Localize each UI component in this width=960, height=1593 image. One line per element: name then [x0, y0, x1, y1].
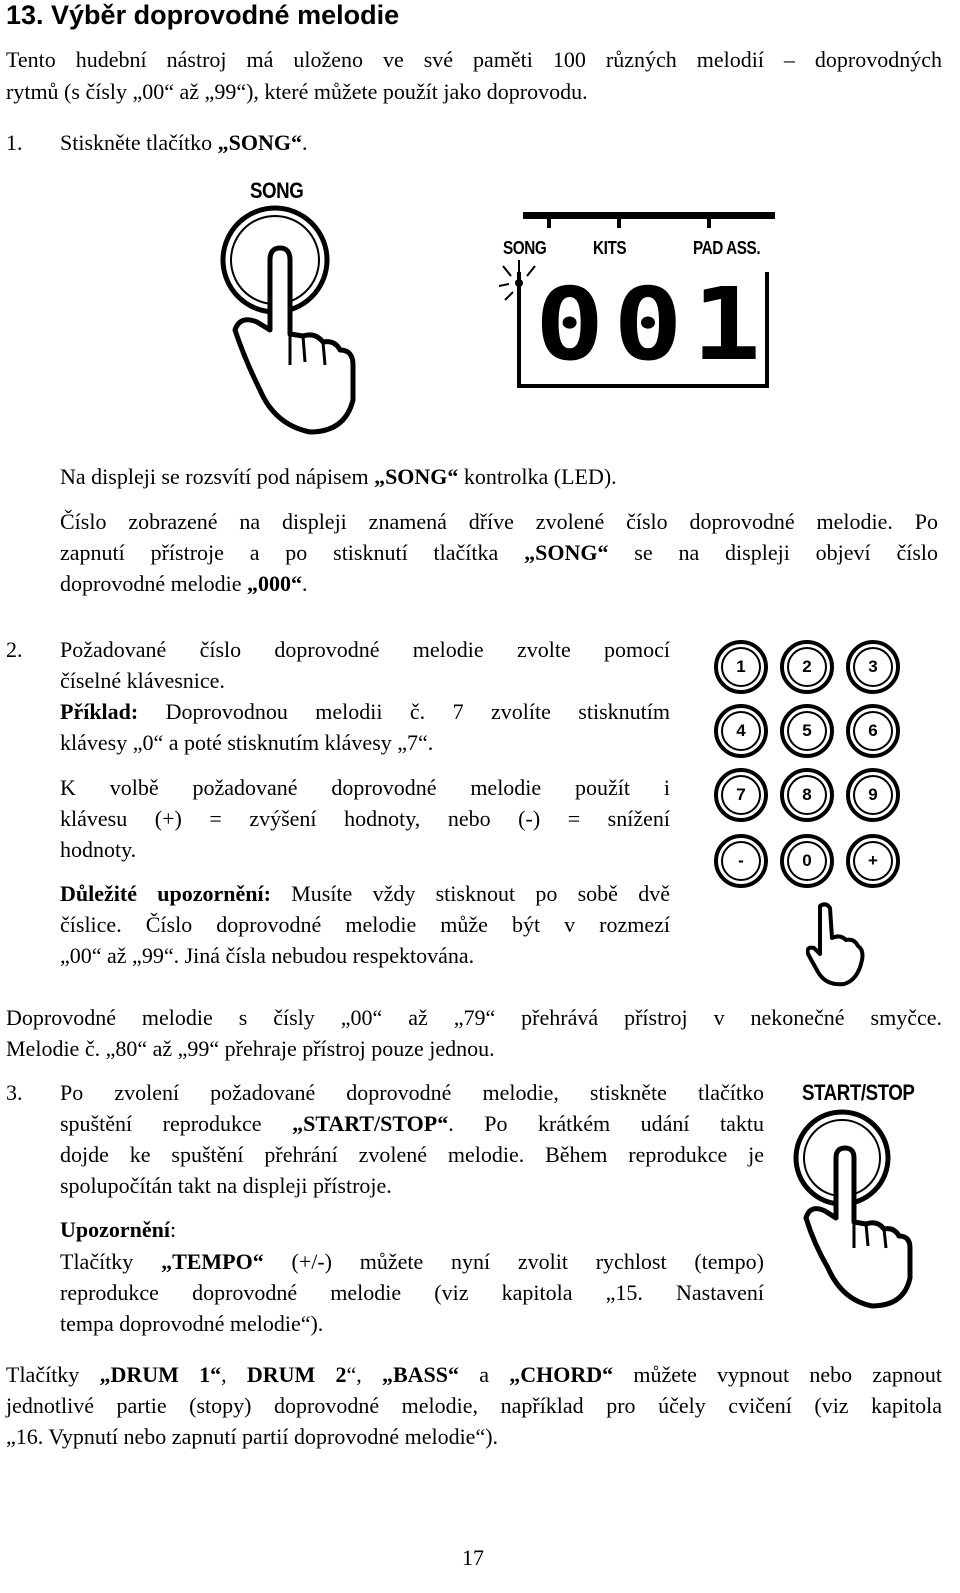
- page-title: 13. Výběr doprovodné melodie: [6, 0, 400, 30]
- step2-line-2: číselné klávesnice.: [60, 668, 225, 693]
- number-note-line-3: doprovodné melodie „000“.: [60, 571, 308, 596]
- step3-note-title: Upozornění:: [60, 1217, 177, 1242]
- keypad-key-6: 6: [846, 704, 900, 758]
- step3-line-4: spolupočítán takt na displeji přístroje.: [60, 1173, 392, 1198]
- loop-note-line-2: Melodie č. „80“ až „99“ přehraje přístroj pouze jednou.: [6, 1036, 495, 1061]
- parts-line-1: Tlačítky „DRUM 1“, DRUM 2“, „BASS“ a „CHORD“ můžete vypnout nebo zapnout: [6, 1362, 942, 1387]
- keypad-key-5: 5: [780, 704, 834, 758]
- step3-line-1: Po zvolení požadované doprovodné melodie, stiskněte tlačítko: [60, 1080, 764, 1105]
- step2-warning-line-2: číslice. Číslo doprovodné melodie může být v rozmezí: [60, 912, 670, 937]
- lcd-display: [503, 212, 775, 390]
- step2-warning-line-3: „00“ až „99“. Jiná čísla nebudou respektována.: [60, 943, 475, 968]
- number-note-line-1: Číslo zobrazené na displeji znamená dříve zvolené číslo doprovodné melodie. Po: [60, 509, 938, 534]
- keypad-key-3: 3: [846, 640, 900, 694]
- hand-pressing-song-button-icon: [215, 200, 365, 445]
- step3-line-2: spuštění reprodukce „START/STOP“. Po krátkém udání taktu: [60, 1111, 765, 1136]
- step1-text: Stiskněte tlačítko „SONG“.: [60, 130, 308, 155]
- lcd-digits: 001: [535, 266, 771, 383]
- lcd-label-pad-ass: PAD ASS.: [693, 238, 761, 258]
- hand-pointing-icon: [806, 902, 866, 988]
- parts-line-3: „16. Vypnutí nebo zapnutí partií doprovodné melodie“).: [6, 1424, 499, 1449]
- lcd-label-song: SONG: [503, 238, 547, 258]
- number-keypad: [714, 640, 914, 990]
- step2-choose-line-2: klávesu (+) = zvýšení hodnoty, nebo (-) = snížení: [60, 806, 670, 831]
- keypad-key-2: 2: [780, 640, 834, 694]
- loop-note-line-1: Doprovodné melodie s čísly „00“ až „79“ přehrává přístroj v nekonečné smyčce.: [6, 1005, 942, 1030]
- step2-line-1: Požadované číslo doprovodné melodie zvolte pomocí: [60, 637, 670, 662]
- number-note-line-2: zapnutí přístroje a po stisknutí tlačítka „SONG“ se na displeji objeví číslo: [60, 540, 939, 565]
- intro-line-1: Tento hudební nástroj má uloženo ve své paměti 100 různých melodií – doprovodných: [6, 47, 942, 72]
- step3-number: 3.: [6, 1080, 23, 1105]
- step3-tempo-line-1: Tlačítky „TEMPO“ (+/-) můžete nyní zvolit rychlost (tempo): [60, 1249, 764, 1274]
- intro-line-2: rytmů (s čísly „00“ až „99“), které můžete použít jako doprovodu.: [6, 79, 588, 104]
- led-note: Na displeji se rozsvítí pod nápisem „SONG“ kontrolka (LED).: [60, 464, 617, 489]
- keypad-key-0: 0: [780, 834, 834, 888]
- step2-warning: Důležité upozornění: Musíte vždy stisknout po sobě dvě: [60, 881, 670, 906]
- keypad-key-7: 7: [714, 768, 768, 822]
- keypad-key-9: 9: [846, 768, 900, 822]
- lcd-label-kits: KITS: [593, 238, 627, 258]
- step2-example: Příklad: Doprovodnou melodii č. 7 zvolíte stisknutím: [60, 699, 670, 724]
- step3-line-3: dojde ke spuštění přehrání zvolené melodie. Během reprodukce je: [60, 1142, 764, 1167]
- step2-choose-line-1: K volbě požadované doprovodné melodie použít i: [60, 775, 670, 800]
- step2-example-line-2: klávesy „0“ a poté stisknutím klávesy „7“.: [60, 730, 434, 755]
- step2-choose-line-3: hodnoty.: [60, 837, 137, 862]
- step3-tempo-line-3: tempa doprovodné melodie“).: [60, 1311, 324, 1336]
- step3-tempo-line-2: reprodukce doprovodné melodie (viz kapitola „15. Nastavení: [60, 1280, 764, 1305]
- keypad-key-1: 1: [714, 640, 768, 694]
- hand-pressing-start-stop-button-icon: [790, 1106, 920, 1316]
- start-stop-button-label: START/STOP: [802, 1080, 915, 1105]
- keypad-key-8: 8: [780, 768, 834, 822]
- step1-number: 1.: [6, 130, 23, 155]
- step2-number: 2.: [6, 637, 23, 662]
- keypad-key-4: 4: [714, 704, 768, 758]
- parts-line-2: jednotlivé partie (stopy) doprovodné melodie, například pro účely cvičení (viz kapitola: [6, 1393, 942, 1418]
- song-button-label: SONG: [250, 178, 304, 203]
- page-number: 17: [462, 1545, 484, 1570]
- keypad-key-minus: -: [714, 834, 768, 888]
- keypad-key-plus: +: [846, 834, 900, 888]
